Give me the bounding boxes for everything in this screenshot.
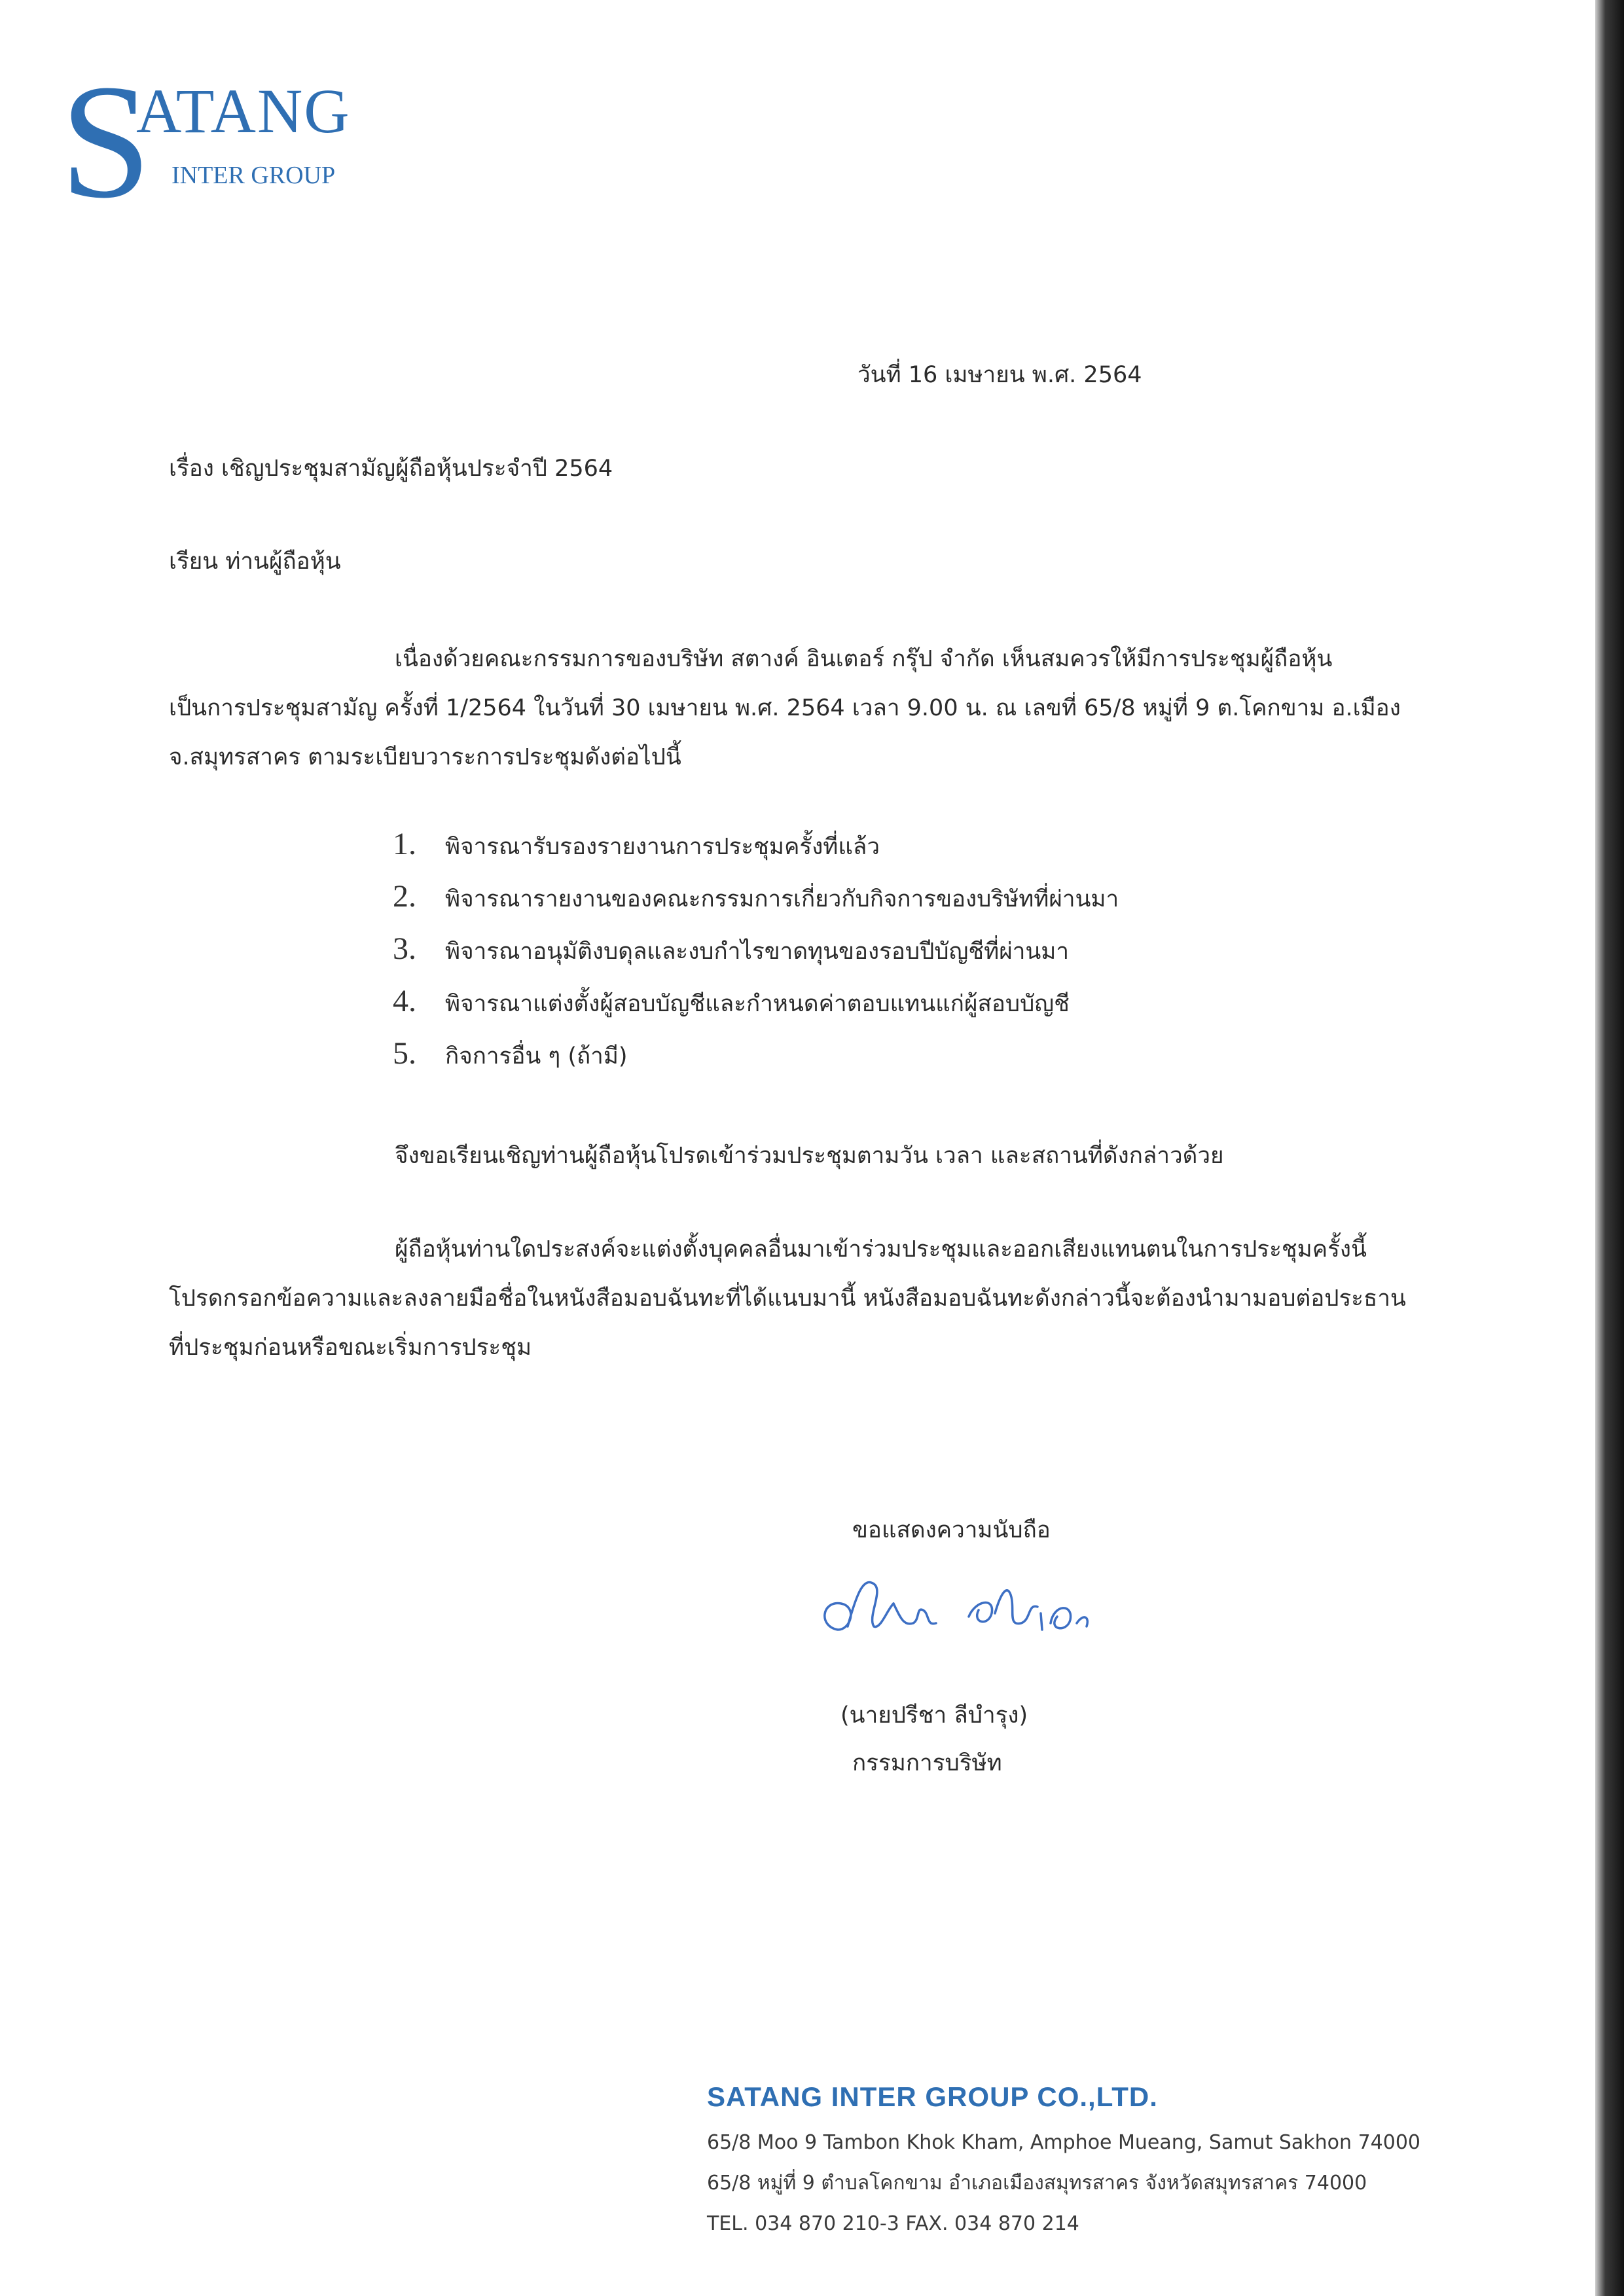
agenda-item xyxy=(393,878,1119,931)
agenda-item xyxy=(393,826,1119,878)
letter-subject: เรื่อง เชิญประชุมสามัญผู้ถือหุ้นประจำปี 2564 xyxy=(169,456,613,482)
agenda-item xyxy=(393,931,1119,983)
agenda-number: 3. xyxy=(393,931,416,966)
letter-paragraph-1: เนื่องด้วยคณะกรรมการของบริษัท สตางค์ อินเตอร์ กรุ๊ป จำกัด เห็นสมควรให้มีการประชุมผู้ถือหุ้น เป็นการประชุมสามัญ ครั้งที่ 1/2564 ในวันที่ 30 เมษายน พ.ศ. 2564 เวลา 9.00 น. ณ เลขที่ 65/8 หมู่ที่ 9 ต.โคกขาม อ.เมือง จ.สมุทรสาคร ตามระเบียบวาระการประชุมดังต่อไปนี้ xyxy=(169,646,1401,770)
footer-address-th: 65/8 หมู่ที่ 9 ตำบลโคกขาม อำเภอเมืองสมุทรสาคร จังหวัดสมุทรสาคร 74000 xyxy=(707,2172,1367,2195)
logo-subtitle: INTER GROUP xyxy=(171,162,336,189)
signer-name: (นายปรีชา ลีบำรุง) xyxy=(840,1702,1028,1729)
letter-salutation: เรียน ท่านผู้ถือหุ้น xyxy=(169,548,341,575)
agenda-text: พิจารณารับรองรายงานการประชุมครั้งที่แล้ว xyxy=(445,834,880,860)
letter-paragraph-3: ผู้ถือหุ้นท่านใดประสงค์จะแต่งตั้งบุคคลอื่นมาเข้าร่วมประชุมและออกเสียงแทนตนในการประชุมครั้งนี้ โปรดกรอกข้อความและลงลายมือชื่อในหนังสือมอบฉันทะที่ได้แนบมานี้ หนังสือมอบฉันทะดังกล่าวนี้จะต้องนำมามอบต่อประธานที่ประชุมก่อนหรือขณะเริ่มการประชุม xyxy=(169,1236,1406,1361)
agenda-number: 2. xyxy=(393,879,416,914)
logo-name: ATANG xyxy=(136,76,351,146)
agenda-number: 5. xyxy=(393,1036,416,1071)
agenda-item xyxy=(393,1035,1119,1088)
letter-date: วันที่ 16 เมษายน พ.ศ. 2564 xyxy=(857,362,1142,388)
handwritten-signature xyxy=(812,1564,1093,1652)
agenda-number: 4. xyxy=(393,984,416,1018)
footer-contact: TEL. 034 870 210-3 FAX. 034 870 214 xyxy=(707,2212,1079,2235)
agenda-item xyxy=(393,983,1119,1035)
page-scan-edge xyxy=(1595,0,1624,2296)
signer-title: กรรมการบริษัท xyxy=(852,1750,1002,1776)
letter-closing: ขอแสดงความนับถือ xyxy=(852,1517,1051,1543)
footer-address-en: 65/8 Moo 9 Tambon Khok Kham, Amphoe Mueang, Samut Sakhon 74000 xyxy=(707,2131,1421,2154)
agenda-number: 1. xyxy=(393,827,416,861)
agenda-text: พิจารณาอนุมัติงบดุลและงบกำไรขาดทุนของรอบปีบัญชีที่ผ่านมา xyxy=(445,939,1070,965)
footer-company-name: SATANG INTER GROUP CO.,LTD. xyxy=(707,2081,1158,2112)
letter-paragraph-2: จึงขอเรียนเชิญท่านผู้ถือหุ้นโปรดเข้าร่วมประชุมตามวัน เวลา และสถานที่ดังกล่าวด้วย xyxy=(395,1143,1224,1169)
agenda-text: พิจารณารายงานของคณะกรรมการเกี่ยวกับกิจการของบริษัทที่ผ่านมา xyxy=(445,886,1119,912)
agenda-text: พิจารณาแต่งตั้งผู้สอบบัญชีและกำหนดค่าตอบแทนแก่ผู้สอบบัญชี xyxy=(445,991,1070,1017)
agenda-text: กิจการอื่น ๆ (ถ้ามี) xyxy=(445,1043,628,1069)
logo-initial: S xyxy=(60,51,152,232)
agenda-list xyxy=(393,826,1119,1088)
